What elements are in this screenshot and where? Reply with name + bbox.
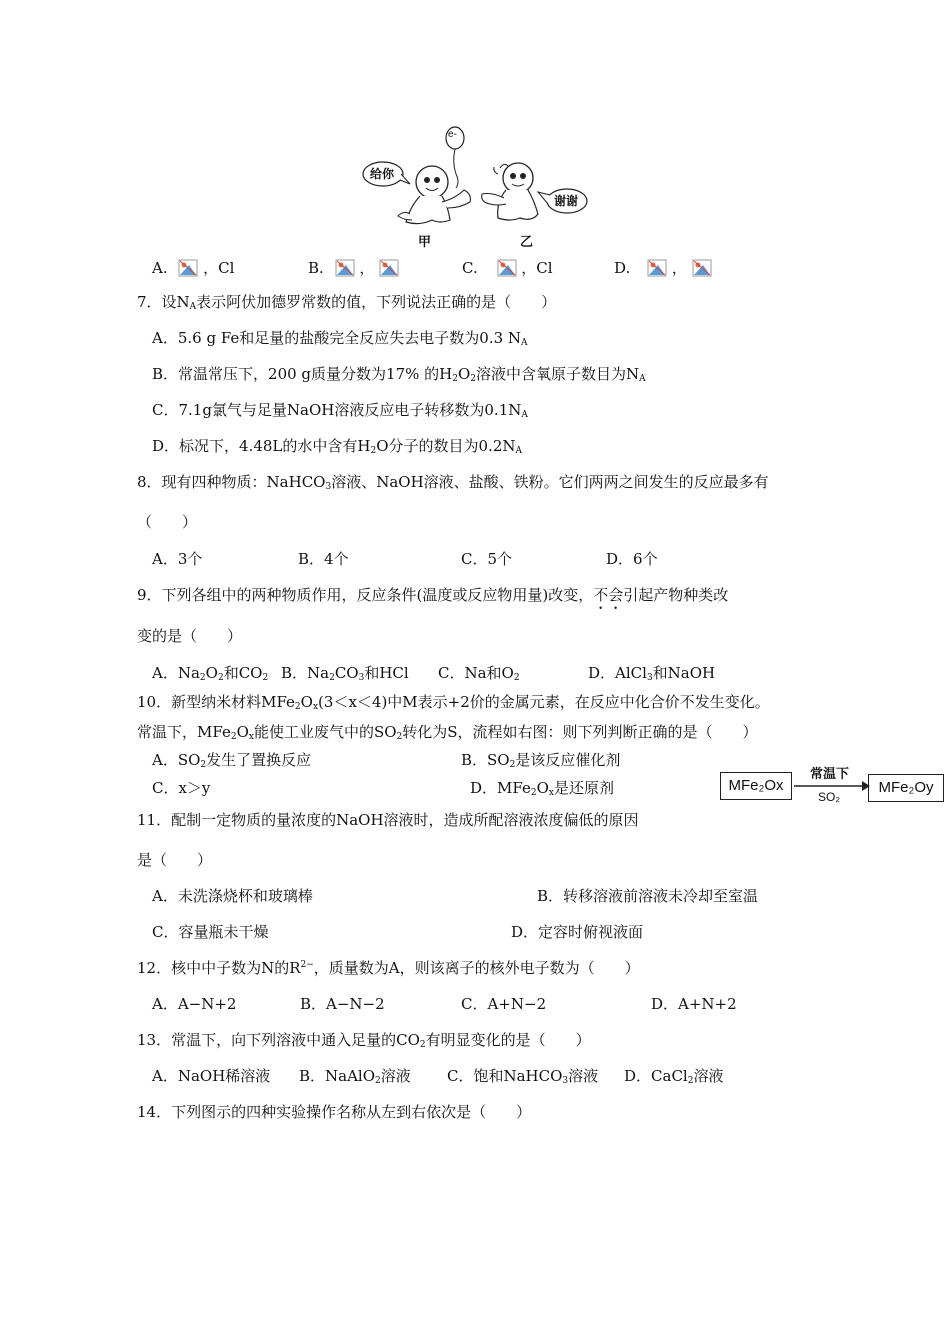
cartoon-figure-svg (360, 122, 590, 252)
q10-text: 能使工业废气中的SO (253, 723, 397, 741)
q7-d-text: O分子的数目为0.2N (376, 437, 516, 455)
q13-stem-part: 13．常温下，向下列溶液中通入足量的CO (137, 1031, 420, 1049)
q13-stem (137, 1030, 591, 1050)
q13-b-text: B．NaAlO (299, 1067, 376, 1085)
q10-d-text: D．MFe (470, 779, 531, 797)
q9-option-a (152, 663, 268, 683)
q8-paren: （ ） (137, 513, 198, 531)
q10-a-text: 发生了置换反应 (206, 751, 312, 769)
q8-option-c: C．5个 (461, 550, 513, 568)
broken-image-icon (647, 259, 667, 277)
q6-option-d-wrap (614, 258, 712, 278)
q9-b-text: B．Na (281, 664, 330, 682)
q7-d-sub: 2 (370, 446, 377, 456)
q9-a-text: 和CO (223, 664, 263, 682)
q9-b-sub: 2 (329, 673, 335, 683)
q7-d-text: D．标况下，4.48L的水中含有H (152, 437, 371, 455)
electron-label: e- (448, 129, 457, 140)
q10-option-d (470, 778, 614, 798)
q8-stem-sub: 3 (325, 482, 332, 492)
q9-stem-emphasis: 不会 (593, 586, 624, 604)
q7-stem-part: 7．设N (137, 293, 190, 311)
q13-stem-sub: 2 (419, 1040, 426, 1050)
q6-option-d: D. (614, 259, 631, 277)
right-bubble-text: 谢谢 (554, 194, 579, 208)
q7-c-text: C．7.1g氯气与足量NaOH溶液反应电子转移数为0.1N (152, 401, 522, 419)
flow-box-right: MFe₂Oy (868, 774, 944, 802)
q13-option-a: A．NaOH稀溶液 (152, 1067, 271, 1085)
q10-sub: 2 (396, 732, 403, 742)
q8-option-d: D．6个 (606, 550, 658, 568)
q13-c-text: C．饱和NaHCO (447, 1067, 563, 1085)
label-jia: 甲 (418, 234, 432, 249)
q13-option-d (624, 1066, 723, 1086)
q7-stem-part: 表示阿伏加德罗常数的值，下列说法正确的是（ ） (196, 293, 557, 311)
q9-c-sub: 2 (513, 673, 520, 683)
broken-image-icon (379, 259, 399, 277)
q12-stem-part: ，质量数为A，则该离子的核外电子数为（ ） (313, 959, 640, 977)
q6-option-c-text: ，Cl (521, 259, 553, 277)
q10-flow-diagram (718, 764, 946, 808)
q8-stem-part: 8．现有四种物质：NaHCO (137, 473, 326, 491)
q10-a-text: A．SO (152, 751, 201, 769)
q8-option-a: A．3个 (152, 550, 203, 568)
q6-option-a: A. (152, 259, 168, 277)
q14-stem: 14．下列图示的四种实验操作名称从左到右依次是（ ） (137, 1103, 532, 1121)
q10-text: 10．新型纳米材料MFe (137, 693, 295, 711)
q10-option-c: C．x＞y (152, 779, 211, 797)
q10-text: (3＜x＜4)中M表示+2价的金属元素，在反应中化合价不发生变化。 (318, 693, 770, 711)
q9-b-text: CO (334, 664, 359, 682)
q9-stem (137, 585, 728, 613)
q11-stem-line2: 是（ ） (137, 851, 213, 869)
q10-option-a (152, 750, 311, 770)
label-yi: 乙 (520, 234, 534, 249)
q6-option-c-wrap (462, 258, 553, 278)
q7-option-b (152, 364, 646, 384)
q10-d-text: 是还原剂 (553, 779, 614, 797)
q11-option-d: D．定容时俯视液面 (511, 923, 644, 941)
q10-stem-line2 (137, 722, 758, 742)
q13-d-text: D．CaCl (624, 1067, 688, 1085)
q9-a-text: O (205, 664, 218, 682)
q12-stem (137, 958, 640, 978)
q7-option-a (152, 328, 528, 348)
q10-d-sub: x (548, 788, 554, 798)
q9-b-text: 和HCl (364, 664, 409, 682)
q8-stem (137, 472, 769, 492)
q7-b-text: O (457, 365, 471, 383)
q7-option-d (152, 436, 522, 456)
q6-option-b-text: ， (359, 259, 375, 277)
q11-option-b: B．转移溶液前溶液未冷却至室温 (537, 887, 759, 905)
q8-stem-part: 溶液、NaOH溶液、盐酸、铁粉。它们两两之间发生的反应最多有 (331, 473, 769, 491)
q10-option-b (461, 750, 620, 770)
q7-stem-sub: A (189, 302, 197, 312)
q13-d-text: 溶液 (693, 1067, 724, 1085)
q9-b-sub: 3 (358, 673, 365, 683)
q10-text: O (236, 723, 249, 741)
electron-transfer-figure (360, 122, 590, 252)
q9-d-text: 和NaOH (652, 664, 716, 682)
q6-option-a-text: ，Cl (203, 259, 235, 277)
q9-option-c (438, 663, 520, 683)
q7-b-text: 溶液中含氧原子数目为N (476, 365, 640, 383)
q7-b-sub: A (639, 374, 646, 384)
q13-b-sub: 2 (375, 1076, 381, 1086)
q12-stem-sup: 2− (300, 960, 314, 970)
q7-stem (137, 292, 556, 312)
q7-b-sub: 2 (470, 374, 476, 384)
q13-c-text: 溶液 (568, 1067, 599, 1085)
q10-sub: 2 (230, 732, 237, 742)
q9-option-b (281, 663, 409, 683)
q9-option-d (588, 663, 715, 683)
q13-d-sub: 2 (687, 1076, 694, 1086)
q10-sub: x (248, 732, 254, 742)
q13-option-b (299, 1066, 411, 1086)
q7-c-sub: A (521, 410, 528, 420)
q10-text: O (300, 693, 313, 711)
q7-option-c (152, 400, 528, 420)
broken-image-icon (335, 259, 355, 277)
flow-condition-top: 常温下 (810, 766, 850, 781)
q9-a-sub: 2 (262, 673, 269, 683)
broken-image-icon (178, 259, 198, 277)
q7-d-sub: A (515, 446, 522, 456)
q9-stem-part: 引起产物种类改 (623, 586, 729, 604)
broken-image-icon (692, 259, 712, 277)
q9-a-sub: 2 (199, 673, 206, 683)
q6-option-c: C. (462, 259, 478, 277)
q10-sub: x (312, 702, 319, 712)
q6-options (152, 258, 234, 278)
q9-c-text: C．Na和O (438, 664, 514, 682)
q10-b-text: B．SO (461, 751, 510, 769)
q12-option-d: D．A+N+2 (651, 995, 737, 1013)
q11-stem: 11．配制一定物质的量浓度的NaOH溶液时，造成所配溶液浓度偏低的原因 (137, 811, 639, 829)
q9-a-text: A．Na (152, 664, 200, 682)
q6-option-b: B. (308, 259, 324, 277)
q13-stem-part: 有明显变化的是（ ） (425, 1031, 591, 1049)
q13-b-text: 溶液 (380, 1067, 411, 1085)
q10-sub: 2 (294, 702, 301, 712)
q9-d-sub: 3 (646, 673, 653, 683)
q12-stem-part: 12．核中中子数为N的R (137, 959, 301, 977)
q9-stem-part: 9．下列各组中的两种物质作用，反应条件(温度或反应物用量)改变， (137, 586, 594, 604)
q9-a-sub: 2 (217, 673, 224, 683)
q12-option-a: A．A−N+2 (152, 995, 237, 1013)
q7-b-text: B．常温常压下，200 g质量分数为17% 的H (152, 365, 453, 383)
q13-c-sub: 3 (562, 1076, 569, 1086)
q11-option-a: A．未洗涤烧杯和玻璃棒 (152, 887, 313, 905)
q9-stem-line2: 变的是（ ） (137, 627, 243, 645)
q7-a-sub: A (521, 338, 528, 348)
q10-text: 转化为S，流程如右图：则下列判断正确的是（ ） (402, 723, 758, 741)
q10-stem-line1 (137, 692, 770, 712)
q10-b-text: 是该反应催化剂 (515, 751, 621, 769)
q12-option-b: B．A−N−2 (300, 995, 385, 1013)
q10-b-sub: 2 (509, 760, 516, 770)
q13-option-c (447, 1066, 598, 1086)
q10-a-sub: 2 (200, 760, 207, 770)
q10-d-sub: 2 (530, 788, 537, 798)
left-bubble-text: 给你 (370, 167, 395, 181)
q11-option-c: C．容量瓶未干燥 (152, 923, 269, 941)
q6-option-d-text: ， (671, 259, 687, 277)
q12-option-c: C．A+N−2 (461, 995, 547, 1013)
q7-b-sub: 2 (452, 374, 458, 384)
broken-image-icon (497, 259, 517, 277)
q7-a-text: A．5.6 g Fe和足量的盐酸完全反应失去电子数为0.3 N (152, 329, 522, 347)
q6-option-b-wrap (308, 258, 399, 278)
q9-d-text: D．AlCl (588, 664, 647, 682)
q10-text: 常温下，MFe (137, 723, 231, 741)
q8-option-b: B．4个 (298, 550, 349, 568)
flow-box-left: MFe₂Ox (720, 772, 792, 800)
q10-d-text: O (536, 779, 549, 797)
flow-condition-bottom: SO₂ (818, 790, 840, 804)
